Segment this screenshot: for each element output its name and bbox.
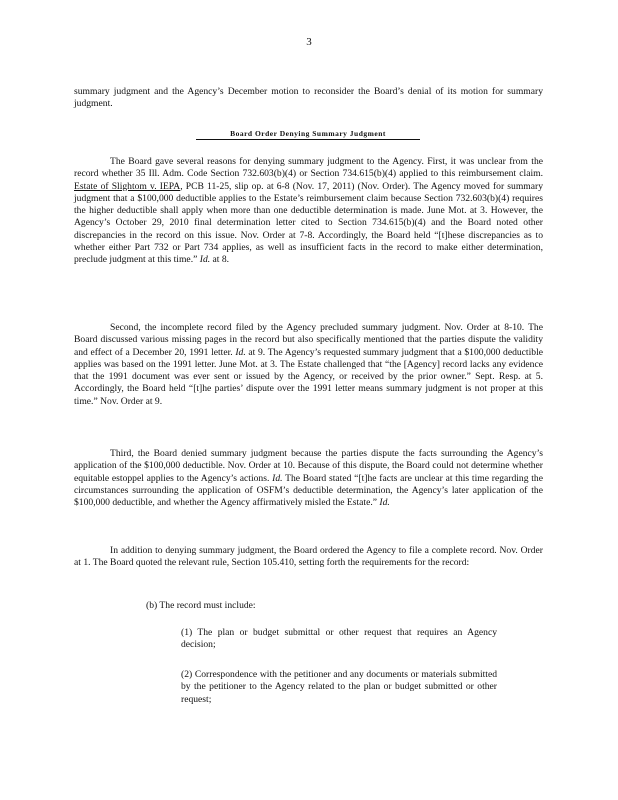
quote-item-2: (2) Correspondence with the petitioner and any documents or materials submitted by the petitioner to the Agency related to the plan or budget submitted or other request; [181, 669, 497, 705]
paragraph-text: The Board stated “[t]he facts are unclear at this time regarding the circumstances surrounding the application of OSFM’s deductible determination, the Agency’s later application of the $100,000 deductible, and whether the Agency affirmatively misled the Estate.” [74, 472, 543, 509]
paragraph-record-order: In addition to denying summary judgment, the Board ordered the Agency to file a complete record. Nov. Order at 1. The Board quoted the relevant rule, Section 105.410, setting forth the requirements for the record: [74, 545, 543, 569]
quote-item-1: (1) The plan or budget submittal or other request that requires an Agency decision; [181, 627, 497, 651]
intro-paragraph: summary judgment and the Agency’s December motion to reconsider the Board’s denial of its motion for summary judgment. [74, 86, 543, 110]
paragraph-first-reason [74, 156, 543, 267]
paragraph-third-reason [74, 448, 543, 509]
page-number: 3 [306, 36, 312, 48]
paragraph-text: , PCB 11-25, slip op. at 6-8 (Nov. 17, 2011) (Nov. Order). The Agency moved for summary judgment that a $100,000 deductible applies to the Estate’s reimbursement claim because Section 732.603(b)(4) requires the higher deductible shall apply when more than one deductible determination is made. June Mot. at 3. However, the Agency’s October 29, 2010 final determination letter cited to Section 734.615(b)(4) and the Board noted other discrepancies in the record on this issue. Nov. Order at 7-8. Accordingly, the Board held “[t]hese discrepancies as to whether either Part 732 or Part 734 applies, as well as insufficient facts in the record to make either determination, preclude judgment at this time.” [74, 180, 543, 266]
paragraph-text: Third, the Board denied summary judgment because the parties dispute the facts surrounding the Agency’s application of the $100,000 deductible. Nov. Order at 10. Because of this dispute, the Board could not determine whether equitable estoppel applies to the Agency’s actions. [74, 448, 543, 484]
id-citation: Id. [272, 472, 283, 484]
id-citation: Id. [235, 346, 246, 358]
paragraph-text: at 9. The Agency’s requested summary judgment that a $100,000 deductible applies was based on the 1991 letter. June Mot. at 3. The Estate challenged that “the [Agency] record lacks any evidence that the 1991 document was ever sent or issued by the Agency, or received by the prior owner.” Sept. Resp. at 5. Accordingly, the Board held “[t]he parties’ dispute over the 1991 letter means summary judgment is not proper at this time.” Nov. Order at 9. [74, 346, 543, 407]
case-citation: Estate of Slightom v. IEPA [74, 180, 181, 192]
paragraph-text: Second, the incomplete record filed by the Agency precluded summary judgment. Nov. Order at 8-10. The Board discussed various missing pages in the record but also specifically mentioned that the parties dispute the validity and effect of a December 20, 1991 letter. [74, 322, 543, 358]
id-citation: Id. [379, 497, 390, 509]
quote-lead: (b) The record must include: [146, 600, 256, 611]
paragraph-text: The Board gave several reasons for denying summary judgment to the Agency. First, it was unclear from the record whether 35 Ill. Adm. Code Section 732.603(b)(4) or Section 734.615(b)(4) applied to this reimbursement claim. [74, 156, 543, 180]
paragraph-text: at 8. [210, 254, 230, 266]
id-citation: Id. [199, 254, 211, 266]
section-heading: Board Order Denying Summary Judgment [196, 129, 420, 140]
paragraph-second-reason [74, 322, 543, 408]
